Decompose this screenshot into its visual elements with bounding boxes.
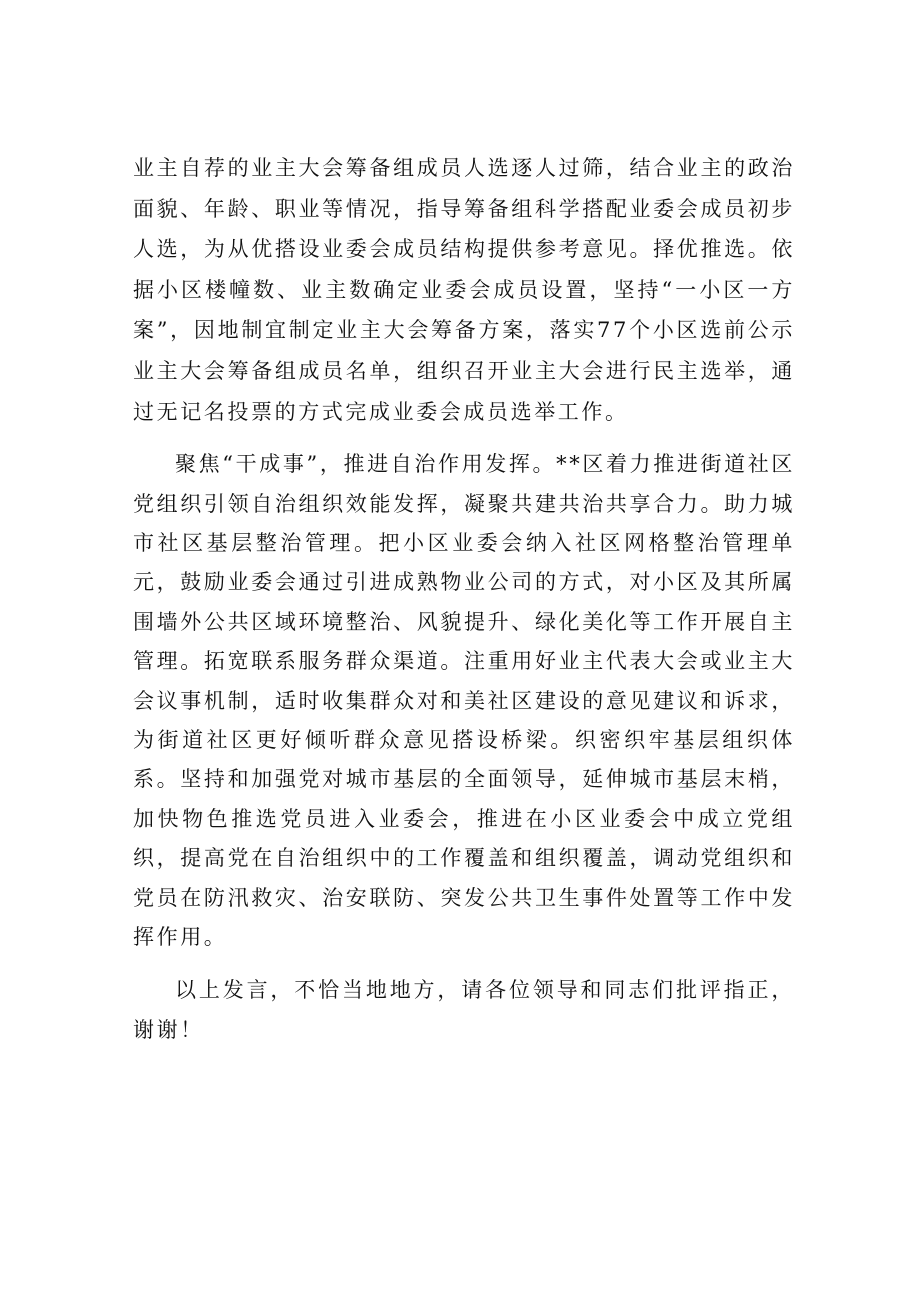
paragraph-closing-remarks: 以上发言，不恰当地地方，请各位领导和同志们批评指正，谢谢！ <box>133 978 795 1043</box>
paragraph-continuation: 业主自荐的业主大会筹备组成员人选逐人过筛，结合业主的政治面貌、年龄、职业等情况，指导筹备组科学搭配业委会成员初步人选，为从优搭设业委会成员结构提供参考意见。择优推选。依据小区楼幢数、业主数确定业委会成员设置，坚持“一小区一方案”，因地制宜制定业主大会筹备方案，落实77个小区选前公示业主大会筹备组成员名单，组织召开业主大会进行民主选举，通过无记名投票的方式完成业委会成员选举工作。 <box>133 156 795 424</box>
document-body <box>133 148 795 1050</box>
paragraph-self-governance: 聚焦“干成事”，推进自治作用发挥。**区着力推进街道社区党组织引领自治组织效能发挥，凝聚共建共治共享合力。助力城市社区基层整治管理。把小区业委会纳入社区网格整治管理单元，鼓励业委会通过引进成熟物业公司的方式，对小区及其所属围墙外公共区域环境整治、风貌提升、绿化美化等工作开展自主管理。拓宽联系服务群众渠道。注重用好业主代表大会或业主大会议事机制，适时收集群众对和美社区建设的意见建议和诉求，为街道社区更好倾听群众意见搭设桥梁。织密织牢基层组织体系。坚持和加强党对城市基层的全面领导，延伸城市基层末梢，加快物色推选党员进入业委会，推进在小区业委会中成立党组织，提高党在自治组织中的工作覆盖和组织覆盖，调动党组织和党员在防汛救灾、治安联防、突发公共卫生事件处置等工作中发挥作用。 <box>133 452 795 950</box>
